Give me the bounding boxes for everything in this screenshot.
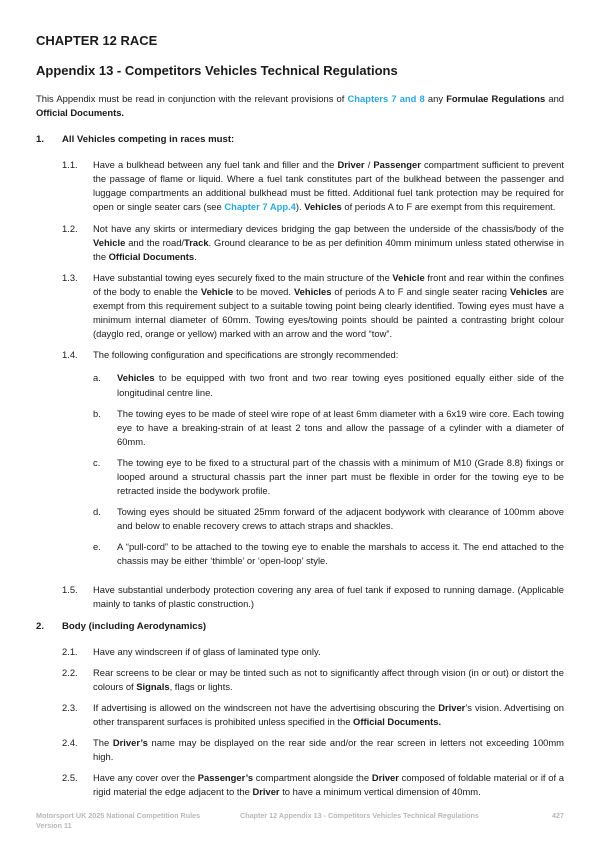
clause-number: 1.4. xyxy=(62,349,78,361)
sub-clause-letter: a. xyxy=(93,372,101,384)
clause-text xyxy=(93,666,564,694)
defined-term: Vehicles xyxy=(509,285,548,297)
clause xyxy=(62,158,564,214)
text-run: The towing eye to be fixed to a structural part of the chassis with a minimum of M10 (Grade 8.8) fixings or looped around a structural chassis part the inner part must be flexible in order for the towing eye to be retracted inside the bodywork profile. xyxy=(117,456,564,497)
clause-body xyxy=(93,701,564,729)
footer-publication xyxy=(36,811,200,831)
defined-term: Official Documents. xyxy=(353,716,442,728)
clause xyxy=(62,771,564,799)
sub-clause-text xyxy=(117,407,564,449)
section-number: 1. xyxy=(36,134,45,146)
clause xyxy=(62,583,564,611)
text-run: of periods A to F are exempt from this requirement. xyxy=(341,201,556,213)
clause xyxy=(62,222,564,264)
appendix-title: Appendix 13 - Competitors Vehicles Technical Regulations xyxy=(36,63,398,78)
defined-term: Driver xyxy=(252,786,280,798)
text-run: any xyxy=(424,93,447,104)
clause-body xyxy=(93,771,564,799)
text-run: Have any cover over the xyxy=(93,772,198,784)
text-run: A “pull-cord” to be attached to the towing eye to enable the marshals to access it. The end attached to the chassis may be either ‘thimble’ or ‘open-loop’ style. xyxy=(117,541,564,567)
clause-number: 2.3. xyxy=(62,702,78,713)
text-run: Have any windscreen if of glass of laminated type only. xyxy=(93,645,321,657)
sub-clause xyxy=(93,456,564,498)
text-run: name may be displayed on the rear side and/or the rear screen in letters not exceeding 100mm high. xyxy=(93,737,564,763)
clause-number: 2.5. xyxy=(62,772,78,784)
sub-clause-body xyxy=(117,407,564,449)
text-run: compartment sufficient to prevent the passage of flame or liquid. Where a fuel tank constitutes part of the bulkhead between the passenger and luggage compartments an additional bulkhead must be fitted. Additional fuel tank protection may be required for open or single seater cars (see xyxy=(93,159,564,213)
defined-term: Track xyxy=(184,236,209,248)
clause-text xyxy=(93,583,564,611)
clause-number: 1.5. xyxy=(62,583,78,595)
section-number: 2. xyxy=(36,620,45,632)
defined-term: Driver xyxy=(337,159,365,171)
clause xyxy=(62,701,564,729)
clause-body xyxy=(93,158,564,214)
clause xyxy=(62,736,564,764)
defined-term: Official Documents xyxy=(108,250,195,262)
text-run: . xyxy=(194,250,197,262)
clause-number: 2.4. xyxy=(62,737,78,749)
clause-body xyxy=(93,583,564,611)
clause-body xyxy=(93,645,564,659)
document-page xyxy=(36,33,564,809)
sub-clause-body xyxy=(117,540,564,568)
text-run: composed of foldable material or if of a rigid material the edge adjacent to the xyxy=(93,772,564,798)
text-run: are exempt from this requirement subject to a suitable towing point being clearly identified. Towing eyes must have a minimum internal diameter of 60mm. Towing eyes/towing points should be painted a contrasting bright colour (dayglo red, orange or yellow) marked with an arrow and the word “tow”. xyxy=(93,285,564,340)
text-run: Have substantial underbody protection covering any area of fuel tank if exposed to running damage. (Applicable mainly to tanks of plastic construction.) xyxy=(93,583,564,609)
clause-number: 1.1. xyxy=(62,159,78,171)
text-run: and the road/ xyxy=(125,236,185,248)
clause-text xyxy=(93,271,564,341)
defined-term: Signals xyxy=(136,680,170,692)
clause-body xyxy=(93,666,564,694)
defined-term: Passenger xyxy=(373,159,421,171)
section xyxy=(36,620,564,800)
clause-text xyxy=(93,645,564,659)
clause-number: 2.2. xyxy=(62,666,78,678)
text-run: , flags or lights. xyxy=(169,680,233,692)
text-run: Rear screens to be clear or may be tinted such as not to significantly affect through vision (in or out) or distort the colours of xyxy=(93,666,564,692)
footer-chapter: Chapter 12 Appendix 13 - Competitors Vehicles Technical Regulations xyxy=(240,811,479,820)
sub-clause-letter: e. xyxy=(93,541,101,553)
defined-term: Driver xyxy=(371,772,399,784)
clause xyxy=(62,666,564,694)
text-run: of periods A to F and single seater racing xyxy=(331,285,510,297)
intro-paragraph xyxy=(36,92,564,120)
sub-clause-body xyxy=(117,505,564,533)
text-run: The xyxy=(93,737,113,749)
section-title: All Vehicles competing in races must: xyxy=(62,134,235,146)
sub-clause-text xyxy=(117,371,564,399)
clause-text xyxy=(93,158,564,214)
defined-term: Vehicle xyxy=(392,271,425,283)
defined-term: Vehicles xyxy=(117,372,155,384)
defined-term: Vehicle xyxy=(200,285,234,297)
text-run: front and rear within the confines of the body to enable the xyxy=(93,271,564,297)
defined-term: Driver xyxy=(438,702,466,713)
sub-clause-letter: d. xyxy=(93,506,101,518)
clause-text xyxy=(93,771,564,799)
clause-body xyxy=(93,736,564,764)
text-run: to be equipped with two front and two rear towing eyes positioned equally either side of the longitudinal centre line. xyxy=(117,372,564,398)
section-heading xyxy=(36,133,564,147)
text-run: and xyxy=(545,93,565,104)
sub-clause-letter: b. xyxy=(93,407,101,419)
sub-clause-body xyxy=(117,371,564,399)
sub-clause xyxy=(93,540,564,568)
section-heading xyxy=(36,620,564,634)
clause xyxy=(62,271,564,341)
text-run: Not have any skirts or intermediary devices bridging the gap between the underside of the chassis/body of the xyxy=(93,222,564,234)
sub-clause xyxy=(93,407,564,449)
text-run: The following configuration and specifications are strongly recommended: xyxy=(93,349,399,361)
text-run: to have a minimum vertical dimension of 40mm. xyxy=(279,786,481,798)
text-run: This Appendix must be read in conjunction with the relevant provisions of xyxy=(36,93,348,104)
section xyxy=(36,133,564,611)
clause xyxy=(62,645,564,659)
sub-clause xyxy=(93,505,564,533)
text-run: The towing eyes to be made of steel wire rope of at least 6mm diameter with a 6x19 wire core. Each towing eye to have a breaking-strain of at least 2 tons and allow the passage of a cylinder with a diameter of 60mm. xyxy=(117,407,564,447)
clause-text xyxy=(93,222,564,264)
clause-number: 1.3. xyxy=(62,271,78,283)
clause-number: 2.1. xyxy=(62,645,78,657)
footer-publication-title: Motorsport UK 2025 National Competition Rules xyxy=(36,811,201,820)
chapter-title: CHAPTER 12 RACE xyxy=(36,33,158,48)
clause-text xyxy=(93,736,564,764)
defined-term: Vehicles xyxy=(304,201,342,213)
sub-clause-letter: c. xyxy=(93,456,101,468)
defined-term: Official Documents. xyxy=(36,107,125,119)
sub-clause-body xyxy=(117,456,564,498)
cross-reference-link[interactable]: Chapters 7 and 8 xyxy=(347,93,425,104)
clause-body xyxy=(93,348,564,575)
page-number: 427 xyxy=(552,811,564,820)
cross-reference-link[interactable]: Chapter 7 App.4 xyxy=(224,201,296,213)
defined-term: Passenger’s xyxy=(197,772,254,784)
text-run: ). xyxy=(295,201,305,213)
text-run: / xyxy=(364,159,374,171)
text-run: ’s vision. Advertising on other transparent surfaces is prohibited unless specified in the xyxy=(93,702,564,728)
text-run: If advertising is allowed on the windscreen not have the advertising obscuring the xyxy=(93,702,439,713)
text-run: compartment alongside the xyxy=(253,772,372,784)
defined-term: Formulae Regulations xyxy=(446,93,546,104)
footer-version: Version 11 xyxy=(36,821,72,830)
sections xyxy=(36,133,564,799)
clause-text xyxy=(93,701,564,729)
clause xyxy=(62,348,564,575)
clause-body xyxy=(93,271,564,341)
section-title: Body (including Aerodynamics) xyxy=(62,620,207,632)
clause-number: 1.2. xyxy=(62,222,78,234)
defined-term: Vehicle xyxy=(93,236,126,248)
text-run: Towing eyes should be situated 25mm forward of the adjacent bodywork with clearance of 100mm above and below to enable recovery crews to attach straps and shackles. xyxy=(117,506,564,532)
sub-clause-text xyxy=(117,456,564,498)
text-run: Have substantial towing eyes securely fixed to the main structure of the xyxy=(93,271,393,283)
sub-clause-text xyxy=(117,505,564,533)
clause-body xyxy=(93,222,564,264)
text-run: Have a bulkhead between any fuel tank and filler and the xyxy=(93,159,338,171)
sub-clauses xyxy=(93,371,564,568)
defined-term: Vehicles xyxy=(293,285,332,297)
defined-term: Driver’s xyxy=(112,737,148,749)
text-run: to be moved. xyxy=(233,285,294,297)
clause-text xyxy=(93,348,564,362)
text-run: . Ground clearance to be as per definition 40mm minimum unless stated otherwise in the xyxy=(93,236,564,262)
sub-clause-text xyxy=(117,540,564,568)
sub-clause xyxy=(93,371,564,399)
